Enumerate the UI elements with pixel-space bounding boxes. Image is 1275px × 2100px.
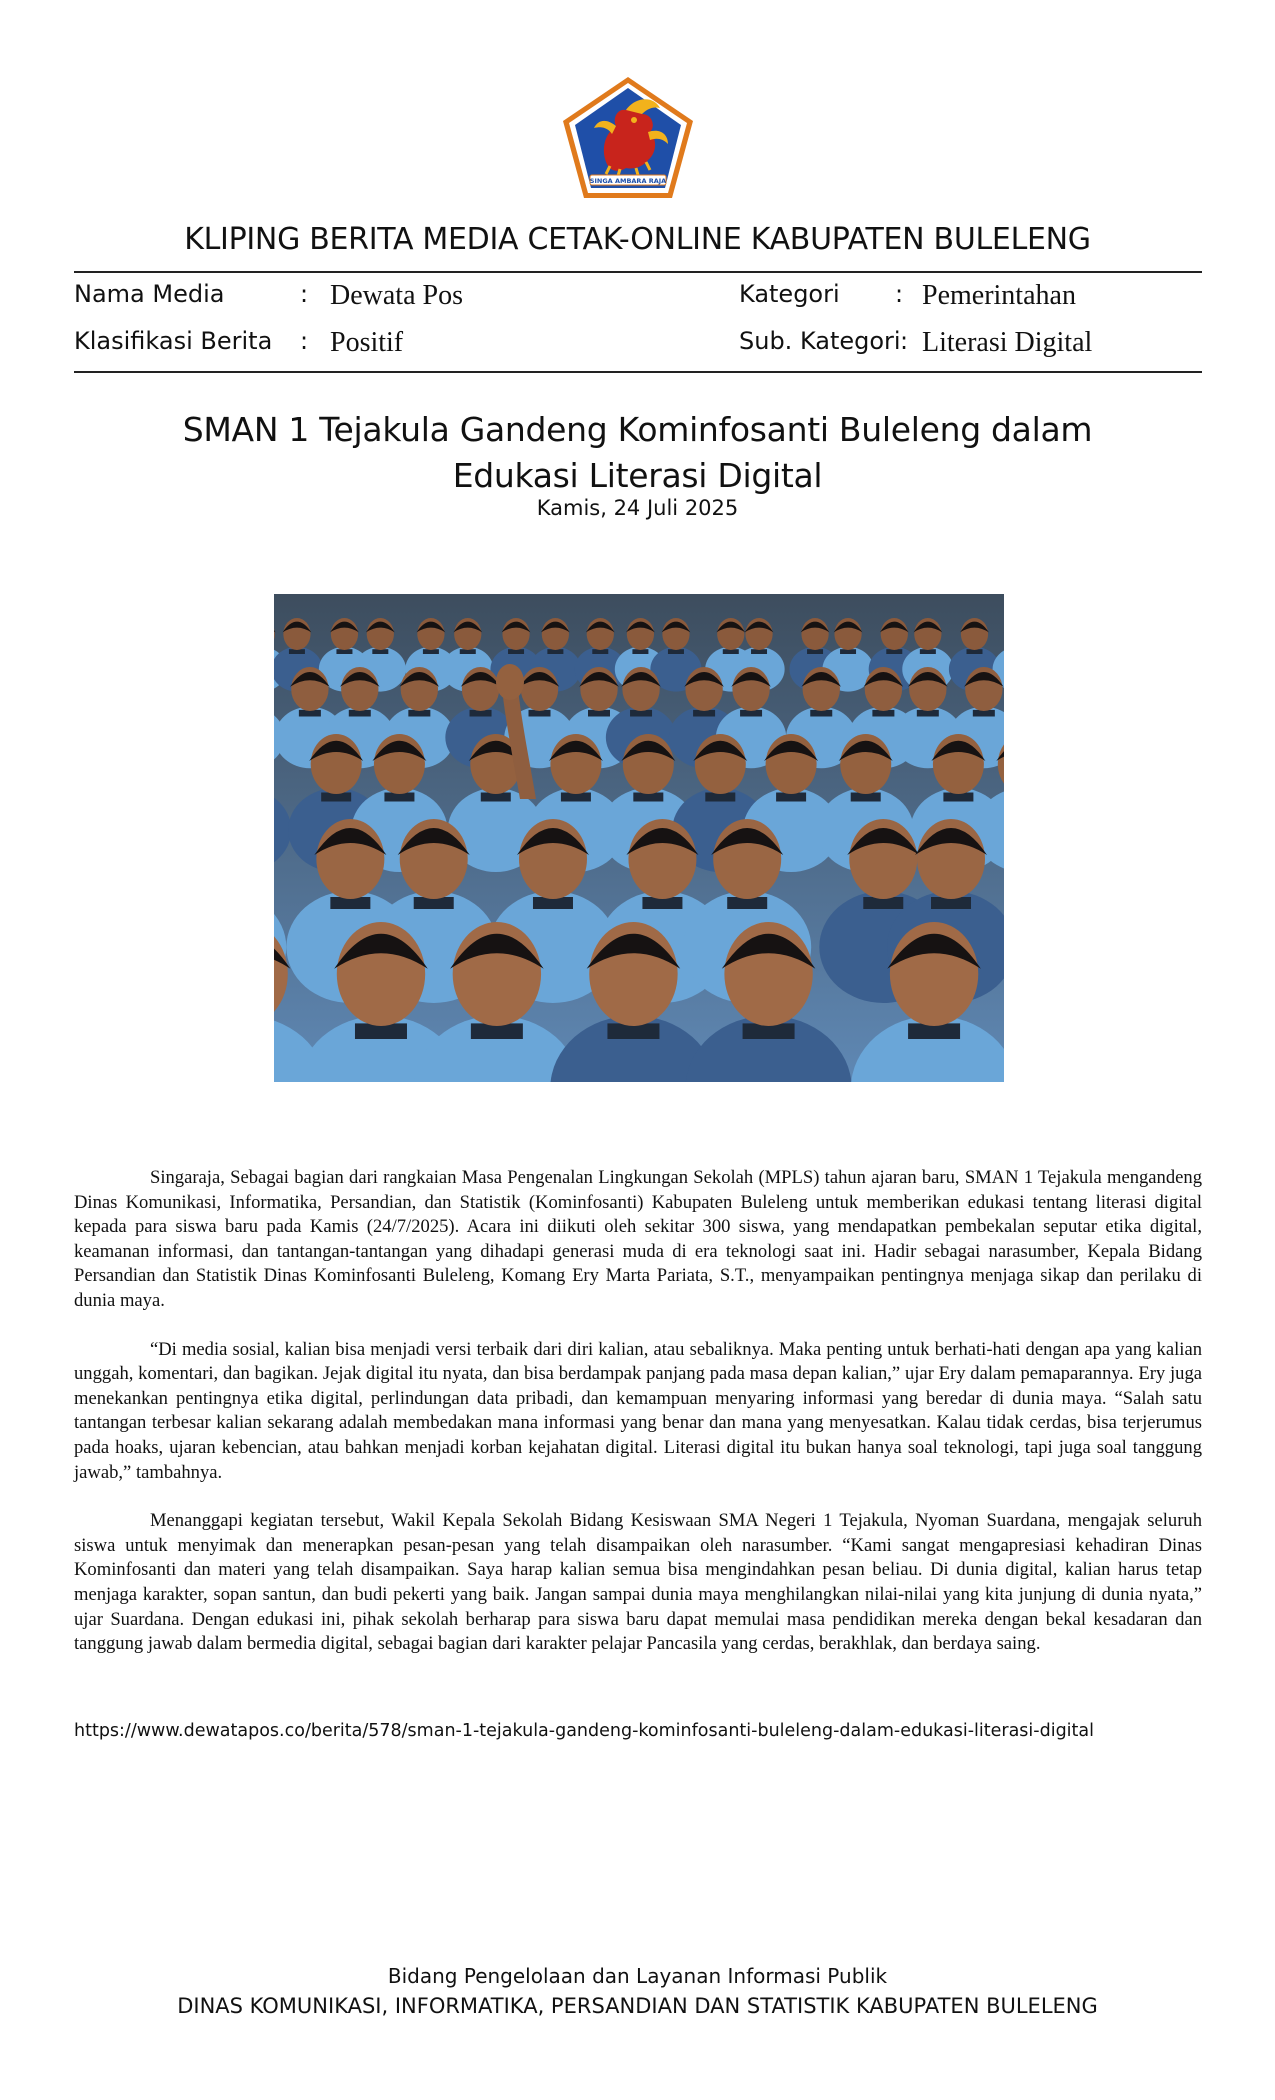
article-paragraph: Singaraja, Sebagai bagian dari rangkaian Masa Pengenalan Lingkungan Sekolah (MPLS) tahun ajaran baru, SMAN 1 Tejakula mengandeng Dinas Komunikasi, Informatika, Persandian, dan Statistik (Kominfosanti) Kabupaten Buleleng untuk memberikan edukasi tentang literasi digital kepada para siswa baru pada Kamis (24/7/2025). Acara ini diikuti oleh sekitar 300 siswa, yang mendapatkan pembekalan seputar etika digital, keamanan informasi, dan tantangan-tantangan yang dihadapi generasi muda di era teknologi saat ini. Hadir sebagai narasumber, Kepala Bidang Persandian dan Statistik Dinas Kominfosanti Buleleng, Komang Ery Marta Pariata, S.T., menyampaikan pentingnya menjaga sikap dan perilaku di dunia maya. [74,1167,1202,1311]
divider-bottom [74,371,1202,373]
emblem-motto: SINGA AMBARA RAJA [589,177,667,185]
category-value: Pemerintahan [922,280,1076,311]
article-title-line-2: Edukasi Literasi Digital [452,456,823,495]
media-value: Dewata Pos [330,280,463,311]
publication-date: Kamis, 24 Juli 2025 [536,496,739,520]
source-link[interactable]: https://www.dewatapos.co/berita/578/sman-1-tejakula-gandeng-kominfosanti-buleleng-dalam-edukasi-literasi-digital [74,1721,1094,1741]
article-title [150,407,1125,499]
classification-label: Klasifikasi Berita [74,327,273,355]
kabupaten-buleleng-emblem [560,74,696,202]
category-colon: : [895,280,904,308]
article-title-line-1: SMAN 1 Tejakula Gandeng Kominfosanti Buleleng dalam [182,410,1093,449]
article-body [74,1166,1202,1681]
divider-top [74,271,1202,273]
footer-agency: DINAS KOMUNIKASI, INFORMATIKA, PERSANDIAN DAN STATISTIK KABUPATEN BULELENG [177,1994,1098,2018]
classification-value: Positif [330,327,404,358]
clipping-header: KLIPING BERITA MEDIA CETAK-ONLINE KABUPATEN BULELENG [184,222,1091,257]
subcategory-colon: : [900,327,909,355]
media-colon: : [300,280,309,308]
subcategory-label: Sub. Kategori [739,327,901,355]
category-label: Kategori [739,280,840,308]
subcategory-value: Literasi Digital [922,327,1093,358]
article-paragraph: “Di media sosial, kalian bisa menjadi versi terbaik dari diri kalian, atau sebaliknya. Maka penting untuk berhati-hati dengan apa yang kalian unggah, komentari, dan bagikan. Jejak digital itu nyata, dan bisa berdampak panjang pada masa depan kalian,” ujar Ery dalam pemaparannya. Ery juga menekankan pentingnya etika digital, perlindungan data pribadi, dan kemampuan menyaring informasi yang beredar di dunia maya. “Salah satu tantangan terbesar kalian sekarang adalah membedakan mana informasi yang benar dan mana yang menyesatkan. Kalau tidak cerdas, bisa terjerumus pada hoaks, ujaran kebencian, atau bahkan menjadi korban kejahatan digital. Literasi digital itu bukan hanya soal teknologi, tapi juga soal tanggung jawab,” tambahnya. [74,1338,1202,1483]
footer-department: Bidang Pengelolaan dan Layanan Informasi Publik [387,1964,888,1988]
media-label: Nama Media [74,280,225,308]
article-paragraph: Menanggapi kegiatan tersebut, Wakil Kepala Sekolah Bidang Kesiswaan SMA Negeri 1 Tejakula, Nyoman Suardana, mengajak seluruh siswa untuk menyimak dan menerapkan pesan-pesan yang telah disampaikan oleh narasumber. “Kami sangat mengapresiasi kehadiran Dinas Kominfosanti dan materi yang telah disampaikan. Saya harap kalian semua bisa mengindahkan pesan beliau. Di dunia digital, kalian harus tetap menjaga karakter, sopan santun, dan budi pekerti yang baik. Jangan sampai dunia maya menghilangkan nilai-nilai yang kita junjung di dunia nyata,” ujar Suardana. Dengan edukasi ini, pihak sekolah berharap para siswa baru dapat memulai masa pendidikan mereka dengan bekal kesadaran dan tanggung jawab dalam bermedia digital, sebagai bagian dari karakter pelajar Pancasila yang cerdas, berakhlak, dan berdaya saing. [74,1510,1202,1655]
classification-colon: : [300,327,309,355]
article-photo [274,594,1004,1082]
